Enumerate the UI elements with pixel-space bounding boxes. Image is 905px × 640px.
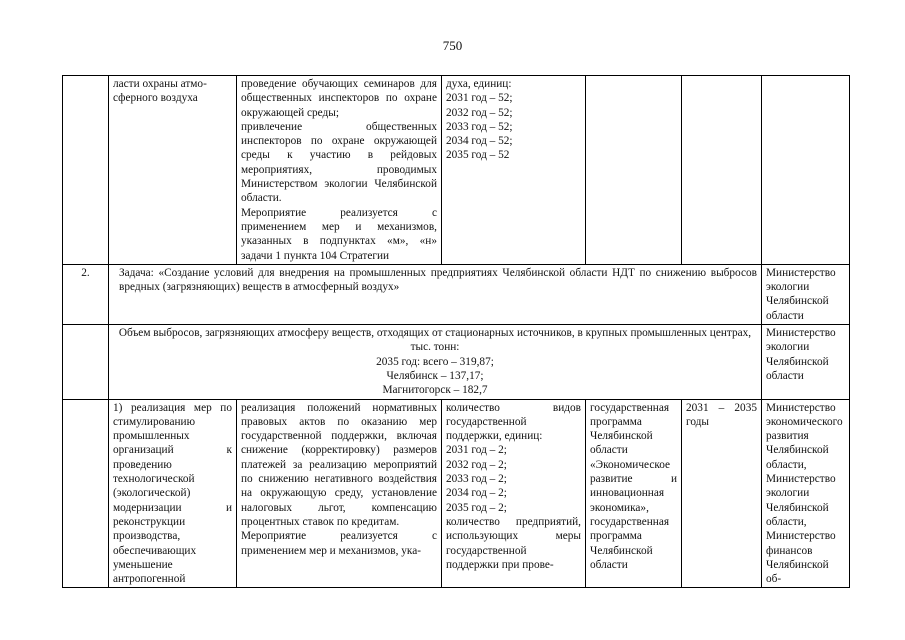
table-row <box>63 76 850 265</box>
cell-name: ласти охраны атмо- сферного воздуха <box>109 76 237 265</box>
cell-number: 2. <box>63 264 109 324</box>
cell-responsible <box>762 76 850 265</box>
cell-responsible: Министерство экологии Челябинской области <box>762 264 850 324</box>
table-row <box>63 264 850 324</box>
cell-indicator: количество видов государственной поддержки, единиц: 2031 год – 2; 2032 год – 2; 2033 год – 2; 2034 год – 2; 2035 год – 2; количество предприятий, использующих меры государственной поддержки при прове- <box>442 399 586 588</box>
cell-responsible: Министерство экологии Челябинской области <box>762 325 850 399</box>
cell-number <box>63 76 109 265</box>
task-text: Задача: «Создание условий для внедрения на промышленных предприятиях Челябинской области НДТ по снижению выбросов вредных (загрязняющих) веществ в атмосферный воздух» <box>109 264 762 324</box>
cell-number <box>63 399 109 588</box>
cell-name: 1) реализация мер по стимулированию промышленных организаций к проведению технологической (экологической) модернизации и реконструкции производства, обеспечивающих уменьшение антропогенной <box>109 399 237 588</box>
strategy-table <box>62 75 850 588</box>
page-number: 750 <box>442 38 463 53</box>
table-row <box>63 325 850 399</box>
cell-period <box>682 76 762 265</box>
cell-program <box>586 76 682 265</box>
cell-program: государственная программа Челябинской области «Экономическое развитие и инновационная экономика», государственная программа Челябинской области <box>586 399 682 588</box>
table-row <box>63 399 850 588</box>
cell-period: 2031 – 2035 годы <box>682 399 762 588</box>
cell-responsible: Министерство экономического развития Челябинской области, Министерство экологии Челябинской области, Министерство финансов Челябинской об- <box>762 399 850 588</box>
cell-number <box>63 325 109 399</box>
cell-activity: реализация положений нормативных правовых актов по оказанию мер государственной поддержки, включая снижение (корректировку) размеров платежей за реализацию мероприятий по снижению негативного воздействия на окружающую среду, установление налоговых льгот, компенсацию процентных ставок по кредитам. Мероприятие реализуется с применением мер и механизмов, ука- <box>237 399 442 588</box>
cell-activity: проведение обучающих семинаров для общественных инспекторов по охране окружающей среды; привлечение общественных инспекторов по охране окружающей среды к участию в рейдовых мероприятиях, проводимых Министерством экологии Челябинской области. Мероприятие реализуется с применением мер и механизмов, указанных в подпунктах «м», «н» задачи 1 пункта 104 Стратегии <box>237 76 442 265</box>
cell-indicator: духа, единиц: 2031 год – 52; 2032 год – 52; 2033 год – 52; 2034 год – 52; 2035 год – 52 <box>442 76 586 265</box>
target-indicator: Объем выбросов, загрязняющих атмосферу веществ, отходящих от стационарных источников, в крупных промышленных центрах, тыс. тонн: 2035 год: всего – 319,87; Челябинск – 137,17; Магнитогорск – 182,7 <box>109 325 762 399</box>
